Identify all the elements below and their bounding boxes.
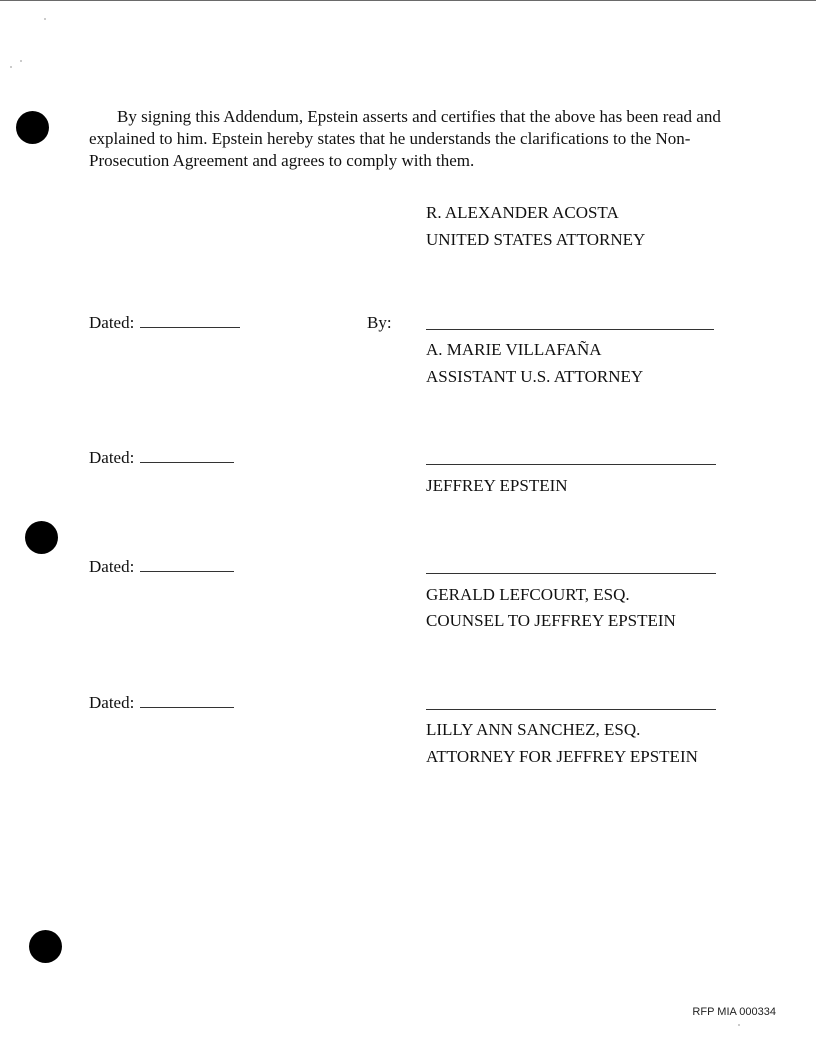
signature-line	[426, 573, 716, 574]
paragraph-line: Prosecution Agreement and agrees to comply with them.	[89, 151, 475, 170]
dated-field	[89, 313, 240, 333]
us-attorney-title: UNITED STATES ATTORNEY	[426, 230, 646, 249]
dated-label: Dated:	[89, 313, 135, 332]
scan-speck	[738, 1024, 740, 1026]
date-blank	[140, 448, 234, 463]
dated-field	[89, 693, 234, 713]
punch-hole-bottom	[29, 930, 62, 963]
dated-label: Dated:	[89, 448, 135, 467]
signature-line	[426, 329, 714, 330]
signatory-name: GERALD LEFCOURT, ESQ.	[426, 585, 630, 604]
signatory-title: COUNSEL TO JEFFREY EPSTEIN	[426, 611, 676, 630]
punch-hole-middle	[25, 521, 58, 554]
scan-speck	[20, 60, 22, 62]
dated-field	[89, 448, 234, 468]
signatory-name: JEFFREY EPSTEIN	[426, 476, 568, 495]
certification-paragraph	[89, 106, 729, 172]
us-attorney-name: R. ALEXANDER ACOSTA	[426, 203, 619, 222]
top-scan-edge	[0, 0, 816, 1]
date-blank	[140, 313, 240, 328]
bates-page-id: RFP MIA 000334	[692, 1006, 776, 1018]
date-blank	[140, 557, 234, 572]
dated-field	[89, 557, 234, 577]
date-blank	[140, 693, 234, 708]
signatory-title: ATTORNEY FOR JEFFREY EPSTEIN	[426, 747, 698, 766]
paragraph-line: explained to him. Epstein hereby states that he understands the clarifications to the Non-	[89, 129, 691, 148]
scan-speck	[10, 66, 12, 68]
paragraph-line: By signing this Addendum, Epstein asserts and certifies that the above has been read and	[117, 107, 721, 126]
by-label: By:	[367, 313, 392, 332]
scan-speck	[44, 18, 46, 20]
signature-line	[426, 709, 716, 710]
dated-label: Dated:	[89, 693, 135, 712]
punch-hole-top	[16, 111, 49, 144]
signature-line	[426, 464, 716, 465]
signatory-name: A. MARIE VILLAFAÑA	[426, 340, 602, 359]
dated-label: Dated:	[89, 557, 135, 576]
signatory-name: LILLY ANN SANCHEZ, ESQ.	[426, 720, 641, 739]
signatory-title: ASSISTANT U.S. ATTORNEY	[426, 367, 644, 386]
